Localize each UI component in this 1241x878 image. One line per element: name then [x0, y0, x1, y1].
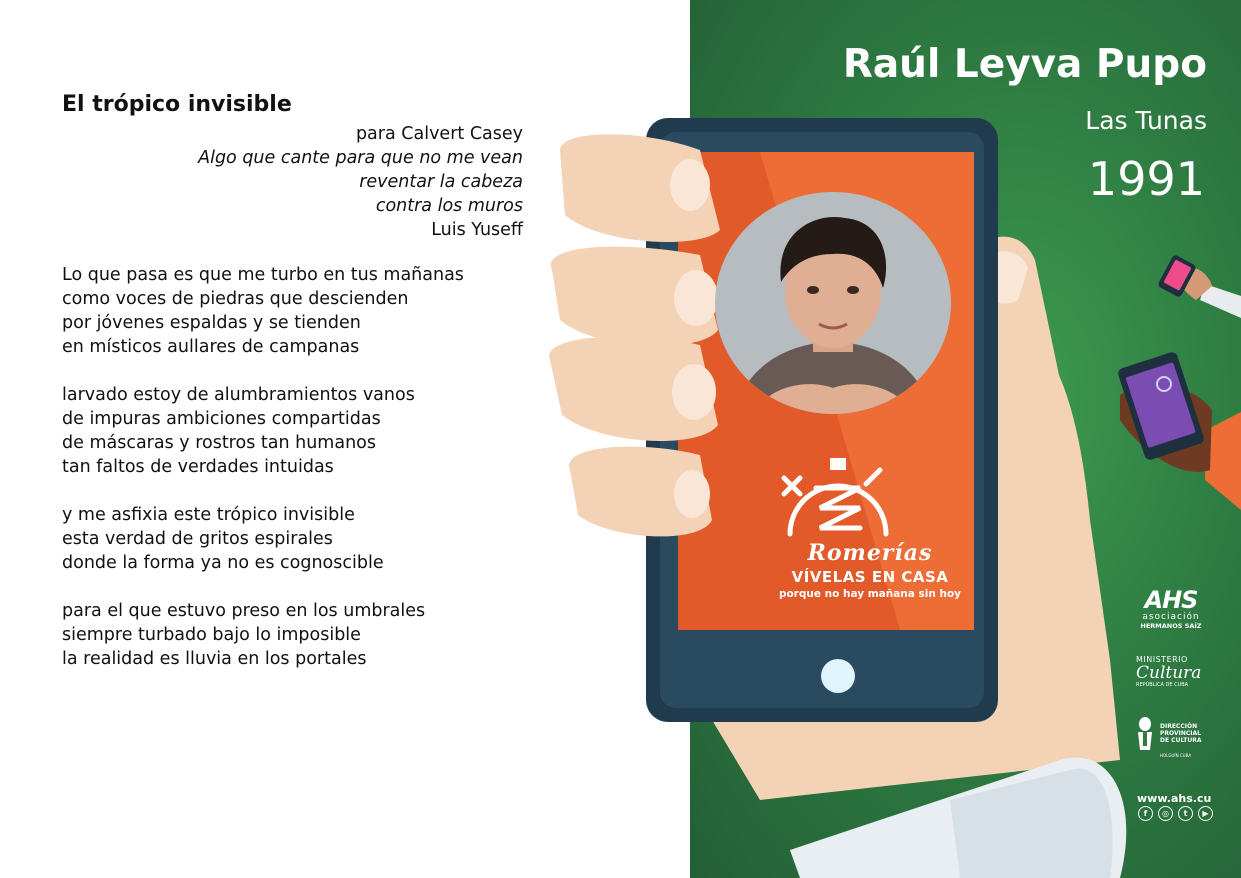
brand-subtitle: VÍVELAS EN CASA [791, 568, 949, 586]
epigraph-line: contra los muros [375, 196, 523, 216]
dpc-sub: HOLGUÍN CUBA [1160, 753, 1192, 758]
twitter-icon[interactable]: t [1178, 806, 1193, 821]
poem-title: El trópico invisible [62, 92, 292, 117]
ahs-line2: HERMANOS SAÍZ [1140, 622, 1202, 630]
dedication: para Calvert Casey [355, 124, 523, 144]
mincult-line2: Cultura [1136, 663, 1202, 683]
mincult-logo [1136, 655, 1216, 688]
website[interactable]: www.ahs.cu [1137, 792, 1212, 805]
mincult-line1: MINISTERIO [1136, 655, 1188, 664]
stanza-1 [62, 263, 464, 359]
brand-name: Romerías [807, 540, 933, 566]
poem-line: como voces de piedras que descienden [62, 289, 409, 309]
stanza-2 [62, 383, 415, 479]
epigraph-line: Algo que cante para que no me vean [198, 148, 523, 168]
ahs-logo [1136, 588, 1206, 630]
social-icons [1138, 806, 1213, 821]
poem-line: de máscaras y rostros tan humanos [62, 433, 376, 453]
epigraph-line: reventar la cabeza [359, 172, 523, 192]
epigraph-author: Luis Yuseff [431, 220, 523, 240]
poem-line: y me asfixia este trópico invisible [62, 505, 355, 525]
dpc-line: DE CULTURA [1160, 736, 1202, 744]
ahs-line1: asociación [1142, 612, 1200, 622]
instagram-icon[interactable]: ◎ [1158, 806, 1173, 821]
home-button [821, 659, 855, 693]
author-city: Las Tunas [1085, 106, 1207, 135]
author-year: 1991 [1087, 152, 1205, 206]
small-hand-top [1157, 254, 1241, 318]
dpc-logo [1136, 716, 1216, 758]
dpc-line: DIRECCIÓN [1160, 722, 1198, 730]
poem-line: Lo que pasa es que me turbo en tus mañanas [62, 265, 464, 285]
poem-line: de impuras ambiciones compartidas [62, 409, 381, 429]
dedication-block [198, 122, 523, 242]
author-name: Raúl Leyva Pupo [842, 42, 1207, 87]
poem-line: para el que estuvo preso en los umbrales [62, 601, 426, 621]
mincult-line3: REPÚBLICA DE CUBA [1136, 682, 1189, 688]
poem-line: la realidad es lluvia en los portales [62, 649, 367, 669]
facebook-icon[interactable]: f [1138, 806, 1153, 821]
poem-line: siempre turbado bajo lo imposible [62, 625, 361, 645]
youtube-icon[interactable]: ▶ [1198, 806, 1213, 821]
poem-line: larvado estoy de alumbramientos vanos [62, 385, 415, 405]
poem-line: por jóvenes espaldas y se tienden [62, 313, 361, 333]
ahs-mark: AHS [1144, 586, 1198, 614]
small-hand-bottom [1117, 351, 1241, 510]
brand-slogan: porque no hay mañana sin hoy [778, 588, 962, 600]
stanza-4 [62, 599, 425, 671]
dpc-line: PROVINCIAL [1160, 729, 1201, 737]
bust-icon [1136, 716, 1154, 750]
romerias-brand [720, 540, 1020, 600]
poem-line: esta verdad de gritos espirales [62, 529, 333, 549]
author-portrait [715, 192, 951, 414]
stanza-3 [62, 503, 384, 575]
poem-line: donde la forma ya no es cognoscible [62, 553, 384, 573]
poem-line: tan faltos de verdades intuidas [62, 457, 334, 477]
poem-line: en místicos aullares de campanas [62, 337, 360, 357]
